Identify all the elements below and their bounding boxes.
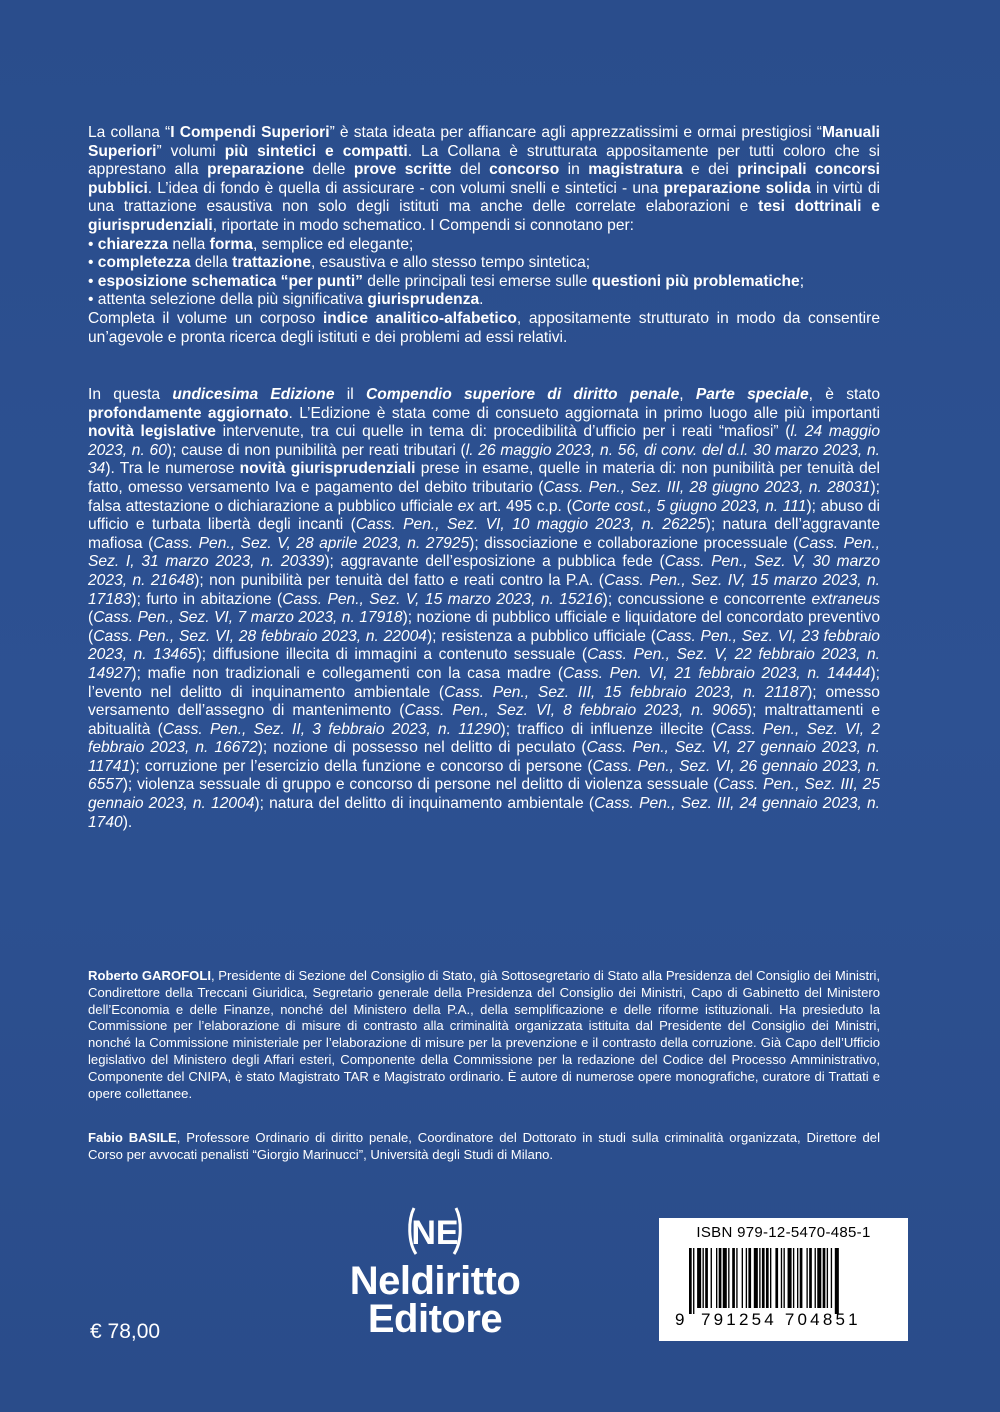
barcode-bar bbox=[723, 1248, 727, 1308]
barcode-bar bbox=[770, 1248, 771, 1308]
bullet-item: • chiarezza nella forma, semplice ed elegante; bbox=[88, 235, 414, 253]
publisher-logo-icon bbox=[404, 1200, 466, 1262]
barcode-bar bbox=[759, 1248, 760, 1308]
svg-text:NE: NE bbox=[411, 1214, 459, 1252]
price: € 78,00 bbox=[90, 1320, 161, 1343]
barcode-bar bbox=[689, 1248, 692, 1314]
author-name: Roberto GAROFOLI bbox=[88, 968, 211, 983]
barcode-bar bbox=[754, 1248, 758, 1308]
barcode-bar bbox=[806, 1248, 807, 1308]
barcode-bar bbox=[823, 1248, 826, 1308]
barcode-bar bbox=[742, 1248, 743, 1308]
barcode-bar bbox=[697, 1248, 701, 1308]
barcode-bar bbox=[746, 1248, 747, 1308]
barcode-bar bbox=[748, 1248, 751, 1308]
barcode-bar bbox=[732, 1248, 735, 1308]
barcode-bars bbox=[689, 1248, 885, 1314]
bullet-item: • attenta selezione della più significativa giurisprudenza. bbox=[88, 291, 484, 309]
publisher-logo bbox=[330, 1200, 540, 1350]
barcode-bar bbox=[703, 1248, 704, 1308]
series-description: La collana “I Compendi Superiori” è stata ideata per affiancare agli apprezzatissimi e ormai prestigiosi “Manuali Superiori” volumi più sintetici e compatti. La Collana è strutturata appositamente per tutti coloro che si apprestano alla preparazione delle prove scritte del concorso in magistratura e dei principali concorsi pubblici. L’idea di fondo è quella di assicurare - con volumi snelli e sintetici - una preparazione solida in virtù di una trattazione esaustiva non solo degli istituti ma anche delle correlate elaborazioni e tesi dottrinali e giurisprudenziali, riportate in modo schematico. I Compendi si connotano per: • chiarezza nella forma, semplice ed elegante; • completezza della trattazione, esaustiva e allo stesso tempo sintetica; • esposizione schematica “per punti” delle principali tesi emerse sulle questioni più problematiche; • attenta selezione della più significativa giurisprudenza. Completa il volume un corposo indice analitico-alfabetico, appositamente strutturato in modo da consentire un’agevole e pronta ricerca degli istituti e dei problemi ad essi relativi. bbox=[88, 124, 881, 346]
bullet-list bbox=[88, 236, 880, 310]
barcode-first-digit: 9 bbox=[675, 1310, 685, 1329]
author-name: Fabio BASILE bbox=[88, 1130, 177, 1145]
barcode-bar bbox=[728, 1248, 729, 1308]
bullet-item: • completezza della trattazione, esaustiva e allo stesso tempo sintetica; bbox=[88, 254, 591, 272]
barcode-bar bbox=[711, 1248, 712, 1308]
publisher-name-line1: Neldiritto bbox=[349, 1259, 521, 1303]
barcode-bar bbox=[705, 1248, 708, 1308]
barcode-digits: 791254 704851 bbox=[701, 1310, 861, 1329]
barcode-bar bbox=[817, 1248, 821, 1308]
barcode-bar bbox=[775, 1248, 778, 1308]
barcode-bar bbox=[800, 1248, 803, 1308]
barcode-bar bbox=[719, 1248, 722, 1308]
barcode-bar bbox=[716, 1248, 717, 1308]
closing-sentence: Completa il volume un corposo indice analitico-alfabetico, appositamente strutturato in modo da consentire un’agevole e pronta ricerca degli istituti e dei problemi ad essi relativi. bbox=[88, 309, 881, 346]
barcode-bar bbox=[815, 1248, 816, 1308]
barcode-bar bbox=[762, 1248, 765, 1308]
barcode-bar bbox=[784, 1248, 785, 1308]
isbn-label: ISBN 979-12-5470-485-1 bbox=[696, 1224, 871, 1241]
bullet-item: • esposizione schematica “per punti” delle principali tesi emerse sulle questioni più problematiche; bbox=[88, 272, 805, 290]
barcode-box bbox=[659, 1218, 908, 1341]
barcode-bar bbox=[788, 1248, 792, 1308]
publisher-name-line2: Editore bbox=[367, 1297, 503, 1341]
author-bio-basile: Fabio BASILE, Professore Ordinario di diritto penale, Coordinatore del Dottorato in studi sulla criminalità organizzata, Direttore del Corso per avvocati penalisti “Giorgio Marinucci”, Università degli Studi di Milano. bbox=[88, 1130, 880, 1162]
barcode-bar bbox=[835, 1248, 839, 1314]
barcode-bar bbox=[781, 1248, 782, 1308]
barcode-bar bbox=[793, 1248, 794, 1308]
barcode-bar bbox=[831, 1248, 832, 1308]
barcode-bar bbox=[797, 1248, 798, 1308]
barcode-bar bbox=[736, 1248, 737, 1308]
barcode-bar bbox=[766, 1248, 769, 1308]
barcode-bar bbox=[827, 1248, 828, 1308]
barcode-bar bbox=[693, 1248, 694, 1314]
edition-description: In questa undicesima Edizione il Compendio superiore di diritto penale, Parte speciale, è stato profondamente aggiornato. L’Edizione è stata come di consueto aggiornata in primo luogo alle più importanti novità legislative intervenute, tra cui quelle in tema di: procedibilità d’ufficio per i reati “mafiosi” (l. 24 maggio 2023, n. 60); cause di non punibilità per reati tributari (l. 26 maggio 2023, n. 56, di conv. del d.l. 30 marzo 2023, n. 34). Tra le numerose novità giurisprudenziali prese in esame, quelle in materia di: non punibilità per tenuità del fatto, omesso versamento Iva e pagamento del debito tributario (Cass. Pen., Sez. III, 28 giugno 2023, n. 28031); falsa attestazione o dichiarazione a pubblico ufficiale ex art. 495 c.p. (Corte cost., 5 giugno 2023, n. 111); abuso di ufficio e turbata libertà degli incanti (Cass. Pen., Sez. VI, 10 maggio 2023, n. 26225); natura dell’aggravante mafiosa (Cass. Pen., Sez. V, 28 aprile 2023, n. 27925); dissociazione e collaborazione processuale (Cass. Pen., Sez. I, 31 marzo 2023, n. 20339); aggravante dell’esposizione a pubblica fede (Cass. Pen., Sez. V, 30 marzo 2023, n. 21648); non punibilità per tenuità del fatto e reati contro la P.A. (Cass. Pen., Sez. IV, 15 marzo 2023, n. 17183); furto in abitazione (Cass. Pen., Sez. V, 15 marzo 2023, n. 15216); concussione e concorrente extraneus (Cass. Pen., Sez. VI, 7 marzo 2023, n. 17918); nozione di pubblico ufficiale e liquidatore del concordato preventivo (Cass. Pen., Sez. VI, 28 febbraio 2023, n. 22004); resistenza a pubblico ufficiale (Cass. Pen., Sez. VI, 23 febbraio 2023, n. 13465); diffusione illecita di immagini a contenuto sessuale (Cass. Pen., Sez. V, 22 febbraio 2023, n. 14927); mafie non tradizionali e collegamenti con la casa madre (Cass. Pen. VI, 21 febbraio 2023, n. 14444); l’evento nel delitto di inquinamento ambientale (Cass. Pen., Sez. III, 15 febbraio 2023, n. 21187); omesso versamento dell’assegno di mantenimento (Cass. Pen., Sez. VI, 8 febbraio 2023, n. 9065); maltrattamenti e abitualità (Cass. Pen., Sez. II, 3 febbraio 2023, n. 11290); traffico di influenze illecite (Cass. Pen., Sez. VI, 2 febbraio 2023, n. 16672); nozione di possesso nel delitto di peculato (Cass. Pen., Sez. VI, 27 gennaio 2023, n. 11741); corruzione per l’esercizio della funzione e concorso di persone (Cass. Pen., Sez. VI, 26 gennaio 2023, n. 6557); violenza sessuale di gruppo e concorso di persone nel delitto di violenza sessuale (Cass. Pen., Sez. III, 25 gennaio 2023, n. 12004); natura del delitto di inquinamento ambientale (Cass. Pen., Sez. III, 24 gennaio 2023, n. 1740). bbox=[88, 386, 881, 831]
barcode-bar bbox=[809, 1248, 812, 1308]
author-bio-garofoli: Roberto GAROFOLI, Presidente di Sezione del Consiglio di Stato, già Sottosegretario di Stato alla Presidenza del Consiglio dei Ministri, Condirettore della Treccani Giuridica, Segretario generale della Presidenza del Consiglio dei Ministri, Capo di Gabinetto del Ministero dell’Economia e delle Finanze, nonché del Ministero della P.A., della semplificazione e delle riforme istituzionali. Ha presieduto la Commissione per l’elaborazione di misure di contrasto alla criminalità organizzata istituita dal Presidente del Consiglio dei Ministri, nonché la Commissione ministeriale per l’elaborazione di misure per la prevenzione e il contrasto della corruzione. Già Capo dell’Ufficio legislativo del Ministero degli Affari esteri, Componente della Commissione per la redazione del Codice del Processo Amministrativo, Componente del CNIPA, è stato Magistrato TAR e Magistrato ordinario. È autore di numerose opere monografiche, curatore di Trattati e opere collettanee. bbox=[88, 968, 880, 1101]
